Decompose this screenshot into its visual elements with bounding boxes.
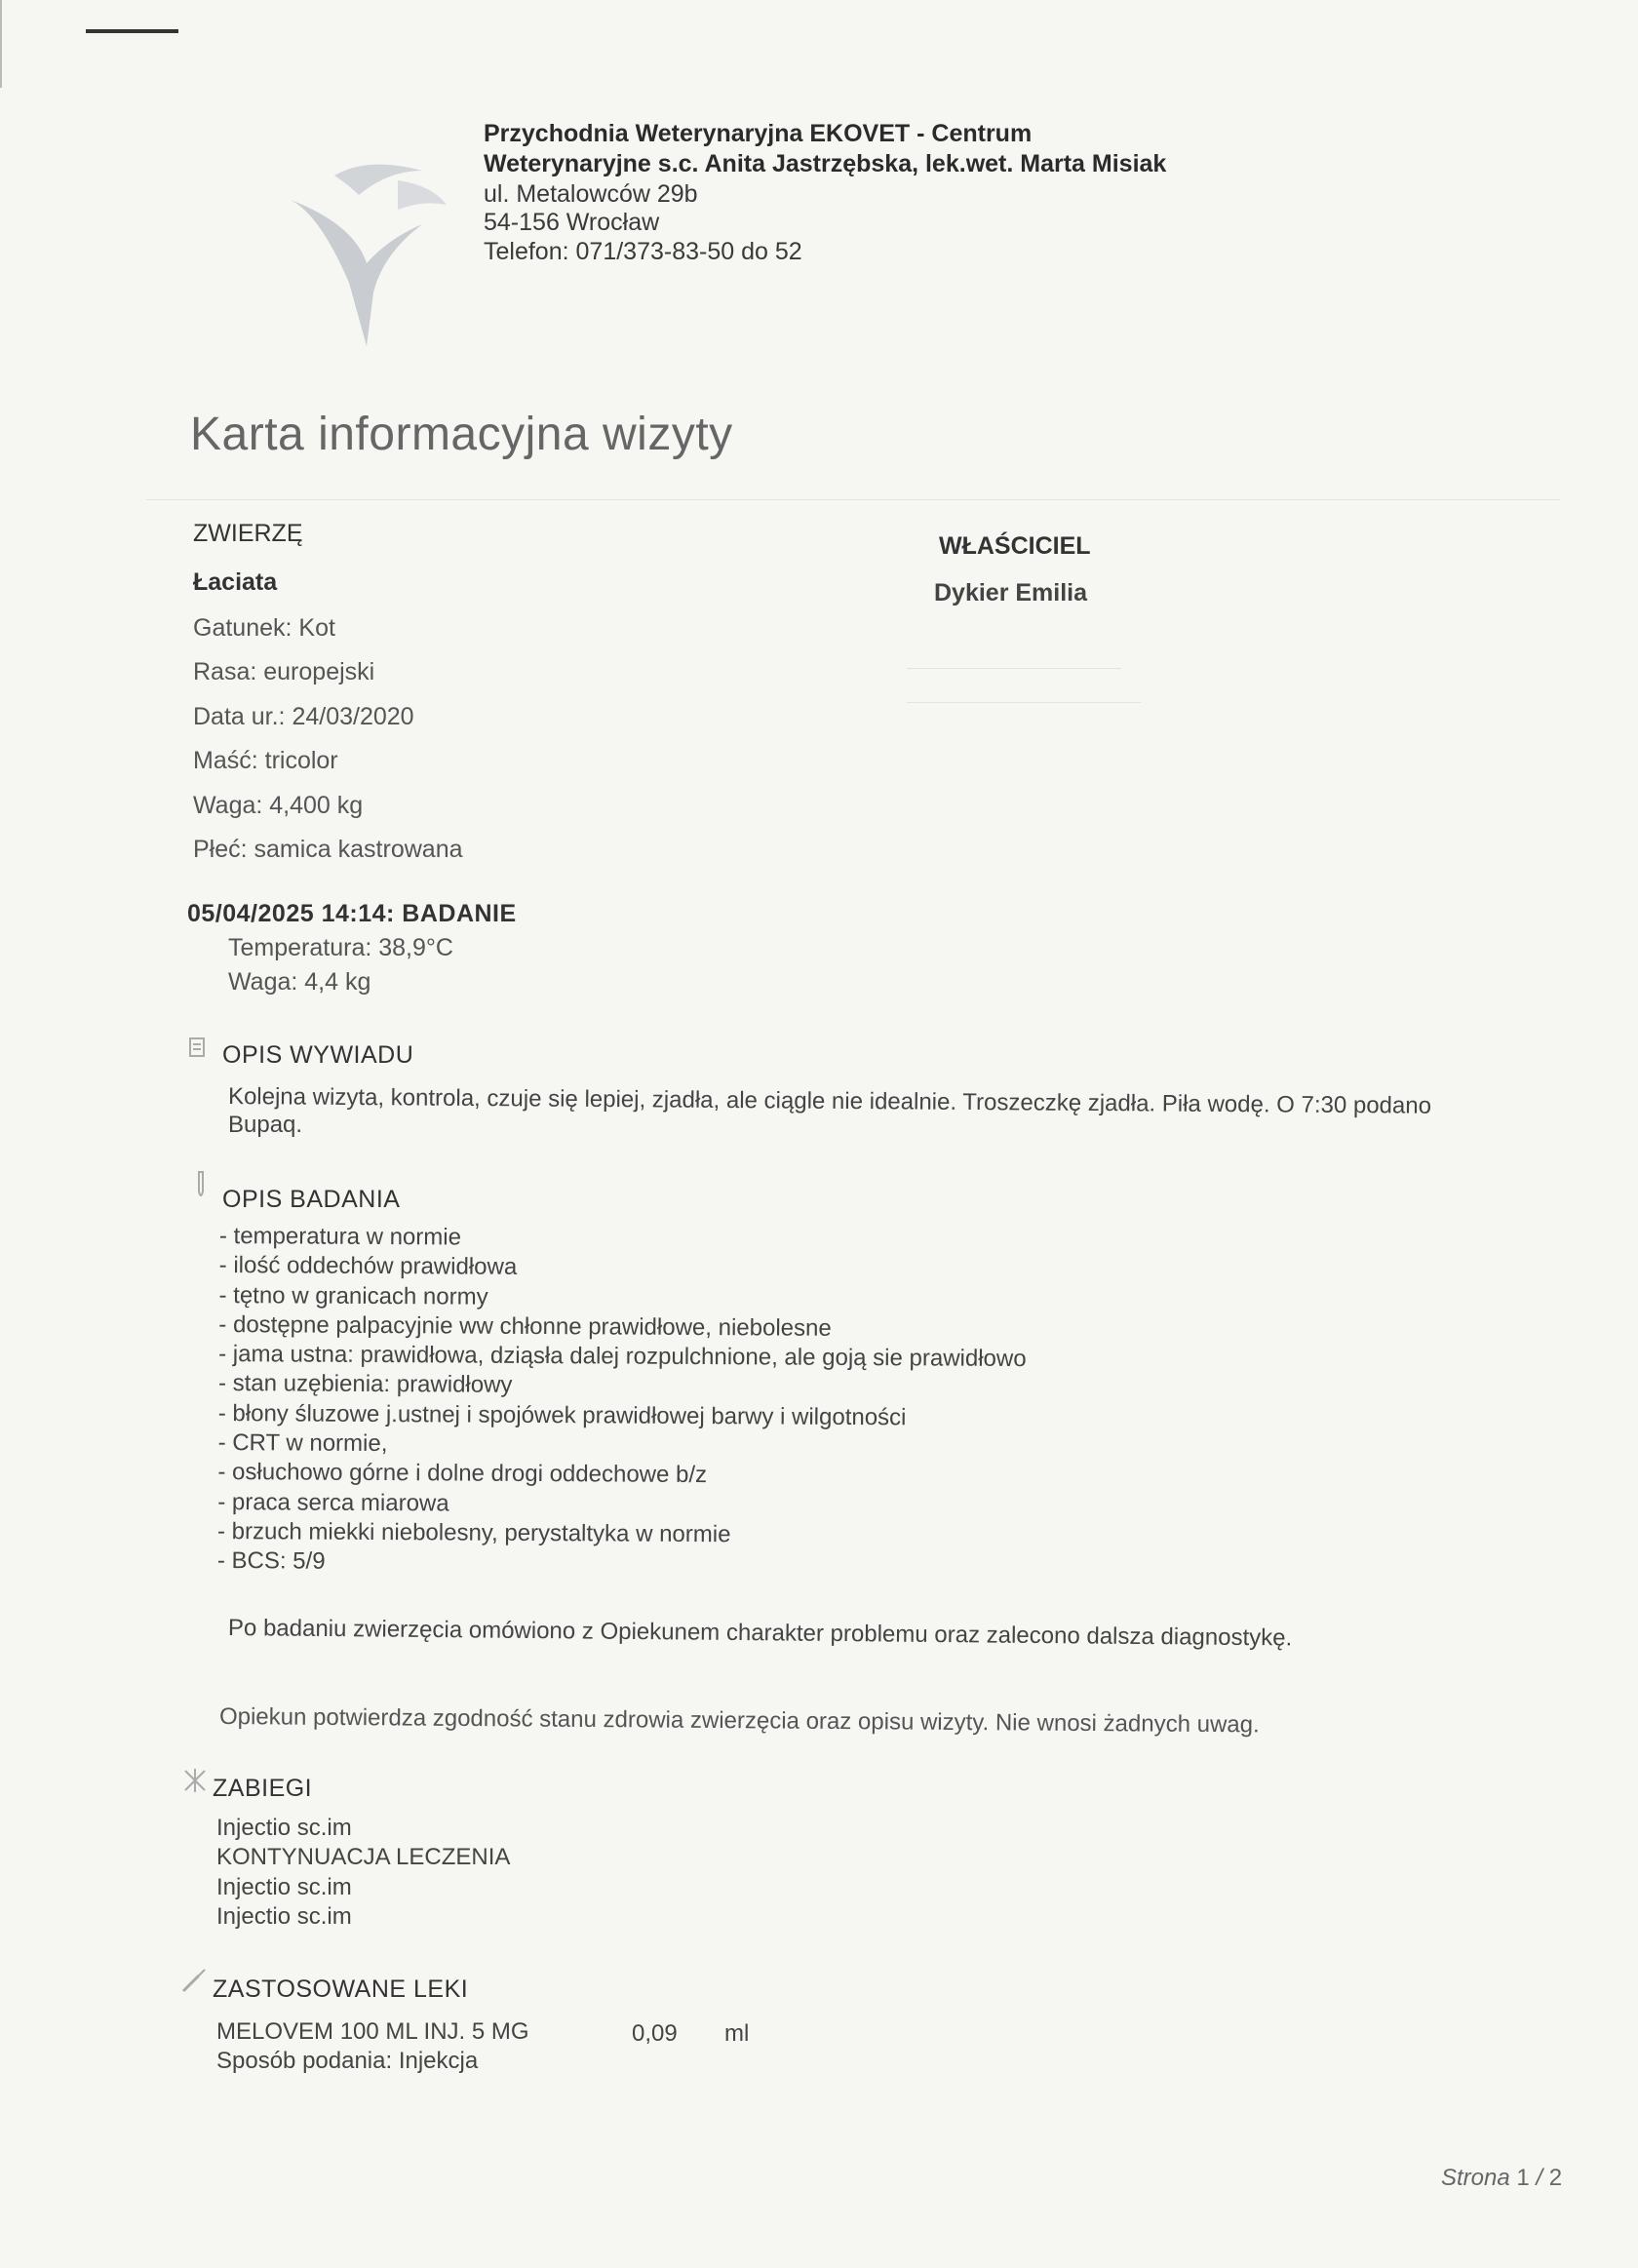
- examination-item: - osłuchowo górne i dolne drogi oddechowe b/z: [217, 1459, 708, 1489]
- medications-heading: ZASTOSOWANE LEKI: [213, 1975, 469, 2003]
- animal-breed: Rasa: europejski: [193, 658, 375, 685]
- procedure-item: Injectio sc.im: [216, 1815, 352, 1841]
- interview-heading: OPIS WYWIADU: [222, 1041, 414, 1069]
- faint-rule: [907, 702, 1141, 703]
- examination-item: - dostępne palpacyjnie ww chłonne prawidłowe, niebolesne: [218, 1310, 832, 1342]
- examination-confirmation: Opiekun potwierdza zgodność stanu zdrowia zwierzęcia oraz opisu wizyty. Nie wnosi żadnych uwag.: [218, 1703, 1260, 1739]
- clinic-street: ul. Metalowców 29b: [484, 180, 698, 208]
- clinic-city: 54-156 Wrocław: [484, 209, 660, 236]
- examination-item: - jama ustna: prawidłowa, dziąsła dalej rozpulchnione, ale goją sie prawidłowo: [218, 1341, 1027, 1373]
- procedure-item: KONTYNUACJA LECZENIA: [216, 1844, 511, 1871]
- animal-weight: Waga: 4,400 kg: [193, 792, 364, 819]
- procedures-icon: [181, 1767, 209, 1794]
- examination-item: - brzuch miekki niebolesny, perystaltyka w normie: [216, 1517, 731, 1548]
- examination-list: [217, 1222, 1028, 1582]
- examination-item: - temperatura w normie: [218, 1223, 462, 1251]
- examination-item: - tętno w granicach normy: [218, 1281, 488, 1310]
- animal-coat: Maść: tricolor: [193, 747, 338, 774]
- owner-heading: WŁAŚCICIEL: [939, 532, 1091, 560]
- visit-header: 05/04/2025 14:14: BADANIE: [187, 900, 517, 927]
- procedures-list: [216, 1814, 510, 1932]
- clinic-name-line1: Przychodnia Weterynaryjna EKOVET - Centrum: [484, 120, 1033, 147]
- page-label: Strona: [1441, 2165, 1510, 2191]
- page-number: [1441, 2165, 1562, 2192]
- animal-name: Łaciata: [193, 568, 278, 596]
- procedure-item: Injectio sc.im: [216, 1873, 352, 1900]
- animal-birth-date: Data ur.: 24/03/2020: [193, 703, 414, 730]
- animal-sex: Płeć: samica kastrowana: [193, 836, 463, 863]
- examination-item: - ilość oddechów prawidłowa: [218, 1252, 518, 1281]
- examination-item: - BCS: 5/9: [216, 1547, 326, 1575]
- examination-item: - stan uzębienia: prawidłowy: [217, 1370, 513, 1399]
- animal-heading: ZWIERZĘ: [193, 520, 303, 547]
- owner-name: Dykier Emilia: [934, 579, 1088, 606]
- page-current: 1: [1516, 2165, 1530, 2191]
- examination-heading: OPIS BADANIA: [222, 1186, 401, 1213]
- faint-rule: [907, 668, 1121, 669]
- animal-species: Gatunek: Kot: [193, 614, 335, 642]
- visit-temperature: Temperatura: 38,9°C: [228, 934, 453, 961]
- clinic-name-line2: Weterynaryjne s.c. Anita Jastrzębska, lek.wet. Marta Misiak: [484, 150, 1167, 177]
- syringe-icon: [179, 1966, 209, 1995]
- visit-weight: Waga: 4,4 kg: [228, 968, 371, 996]
- page-total: 2: [1548, 2165, 1563, 2191]
- notes-icon: [187, 1036, 209, 1061]
- procedures-heading: ZABIEGI: [213, 1775, 313, 1802]
- clinic-logo: [252, 146, 456, 356]
- interview-line1: Kolejna wizyta, kontrola, czuje się lepiej, zjadła, ale ciągle nie idealnie. Troszeczkę zjadła. Piła wodę. O 7:30 podano: [227, 1083, 1432, 1119]
- medication-unit: ml: [724, 2020, 750, 2047]
- clinic-phone: Telefon: 071/373-83-50 do 52: [484, 238, 802, 265]
- examination-icon: [191, 1170, 211, 1203]
- medication-name: MELOVEM 100 ML INJ. 5 MG: [216, 2018, 529, 2045]
- examination-item: - błony śluzowe j.ustnej i spojówek prawidłowej barwy i wilgotności: [217, 1399, 907, 1431]
- medication-route: Sposób podania: Injekcja: [216, 2048, 479, 2074]
- procedure-item: Injectio sc.im: [216, 1902, 352, 1930]
- scan-mark-left-edge: [0, 0, 2, 88]
- interview-line2: Bupaq.: [228, 1112, 303, 1138]
- faint-rule: [146, 499, 1560, 500]
- examination-item: - CRT w normie,: [217, 1429, 388, 1458]
- medication-dose: 0,09: [632, 2020, 678, 2047]
- examination-summary: Po badaniu zwierzęcia omówiono z Opiekunem charakter problemu oraz zalecono dalsza diagnostykę.: [227, 1615, 1293, 1652]
- scan-mark-top-left: [86, 29, 178, 33]
- examination-item: - praca serca miarowa: [217, 1488, 449, 1517]
- page-separator: /: [1536, 2165, 1543, 2191]
- document-title: Karta informacyjna wizyty: [190, 409, 733, 460]
